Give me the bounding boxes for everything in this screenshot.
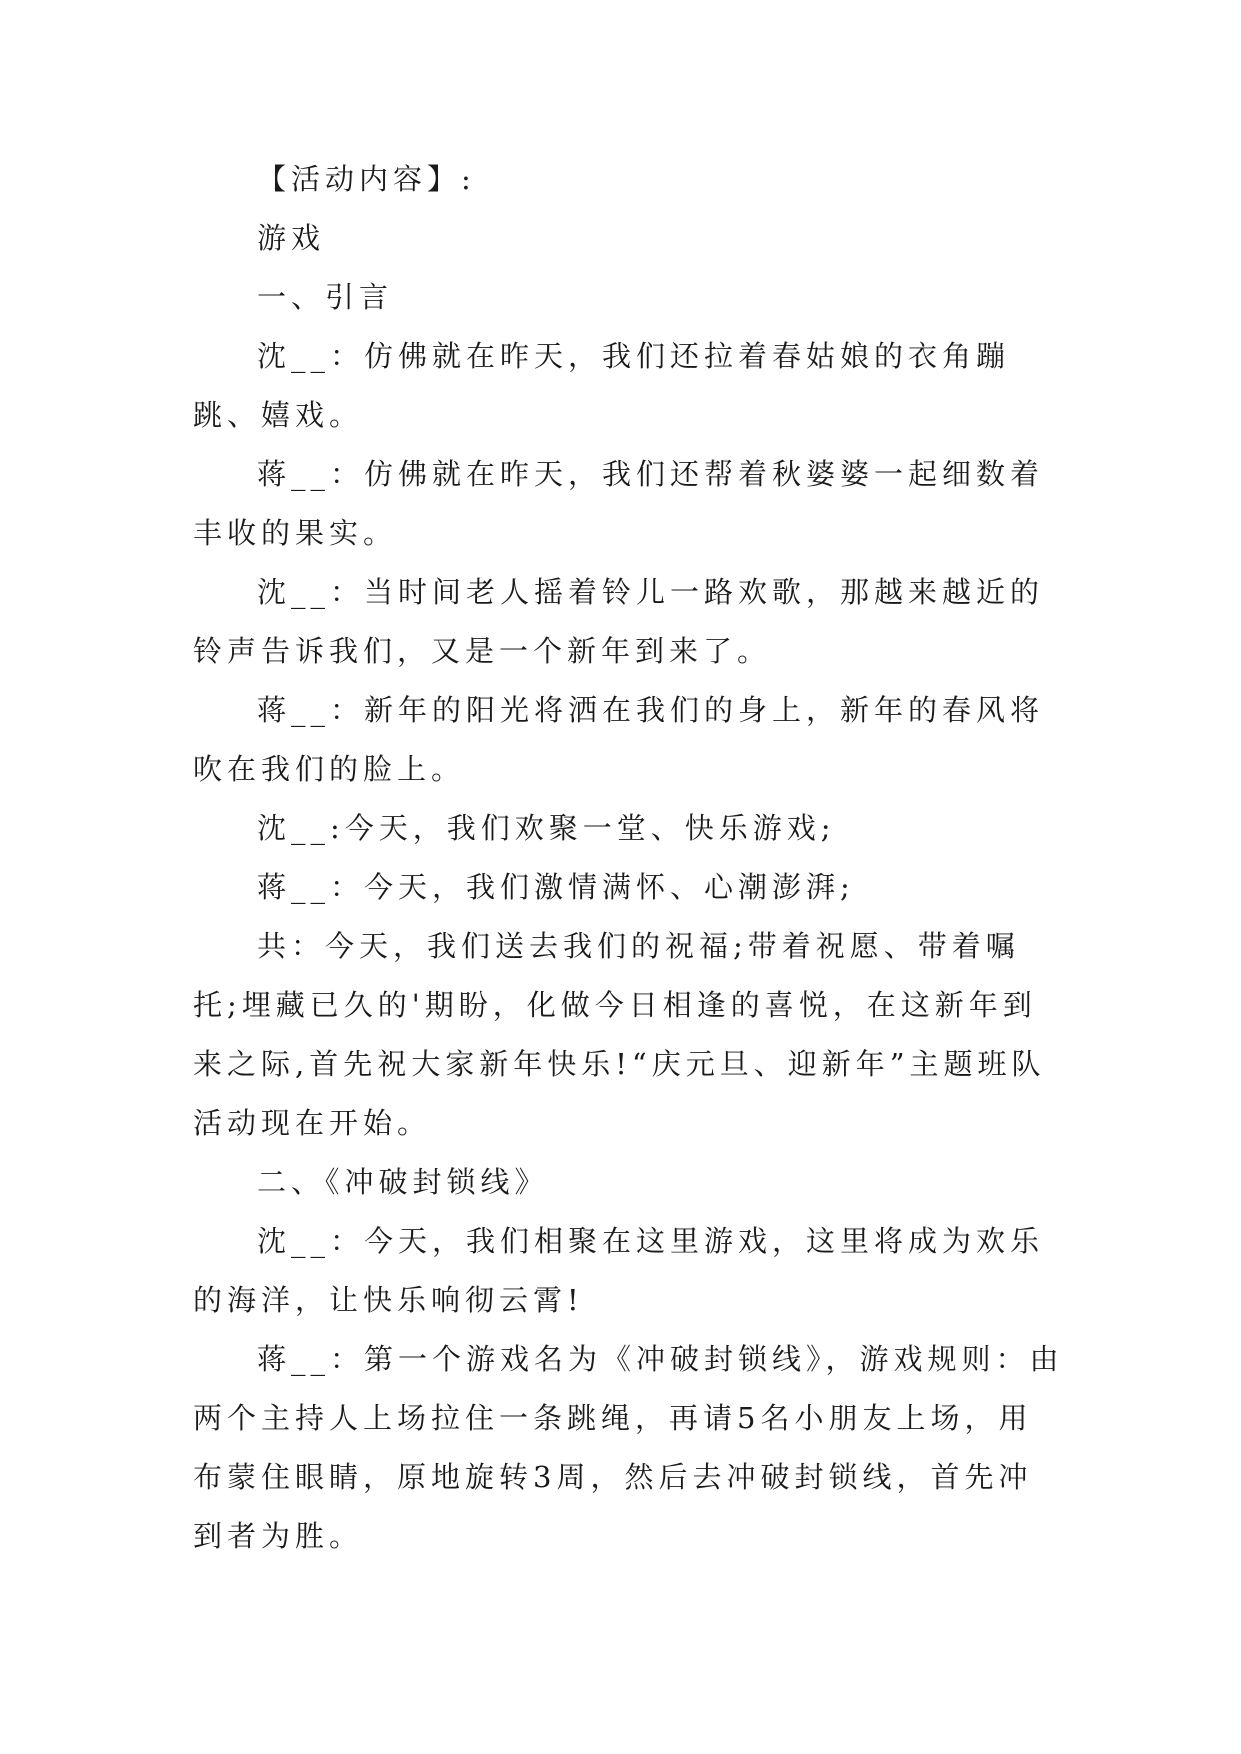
- dialogue-paragraph: 沈__：仿佛就在昨天，我们还拉着春姑娘的衣角蹦跳、嬉戏。: [193, 339, 1011, 432]
- section-heading-break-blockade: 二、《冲破封锁线》: [257, 1165, 549, 1199]
- dialogue-paragraph: 蒋__：仿佛就在昨天，我们还帮着秋婆婆一起细数着丰收的果实。: [193, 457, 1045, 550]
- dialogue-paragraph: 蒋__：第一个游戏名为《冲破封锁线》，游戏规则：由两个主持人上场拉住一条跳绳，再请5名小朋友上场，用布蒙住眼睛，原地旋转3周，然后去冲破封锁线，首先冲到者为胜。: [193, 1342, 1064, 1553]
- dialogue-paragraph: 蒋__：新年的阳光将洒在我们的身上，新年的春风将吹在我们的脸上。: [193, 693, 1045, 786]
- section-heading-games: 游戏: [257, 221, 326, 255]
- dialogue-paragraph: 共：今天，我们送去我们的祝福;带着祝愿、带着嘱托;埋藏已久的'期盼，化做今日相逢的喜悦，在这新年到来之际,首先祝大家新年快乐!“庆元旦、迎新年”主题班队活动现在开始。: [193, 929, 1046, 1140]
- dialogue-paragraph: 沈__：当时间老人摇着铃儿一路欢歌，那越来越近的铃声告诉我们，又是一个新年到来了。: [193, 575, 1045, 668]
- dialogue-paragraph: 蒋__：今天，我们激情满怀、心潮澎湃;: [257, 870, 855, 904]
- document-body: [193, 150, 1065, 1566]
- section-heading-activity-content: 【活动内容】:: [257, 162, 476, 196]
- dialogue-paragraph: 沈__:今天，我们欢聚一堂、快乐游戏;: [257, 811, 836, 845]
- section-heading-introduction: 一、引言: [257, 280, 394, 314]
- dialogue-paragraph: 沈__：今天，我们相聚在这里游戏，这里将成为欢乐的海洋，让快乐响彻云霄!: [193, 1224, 1045, 1317]
